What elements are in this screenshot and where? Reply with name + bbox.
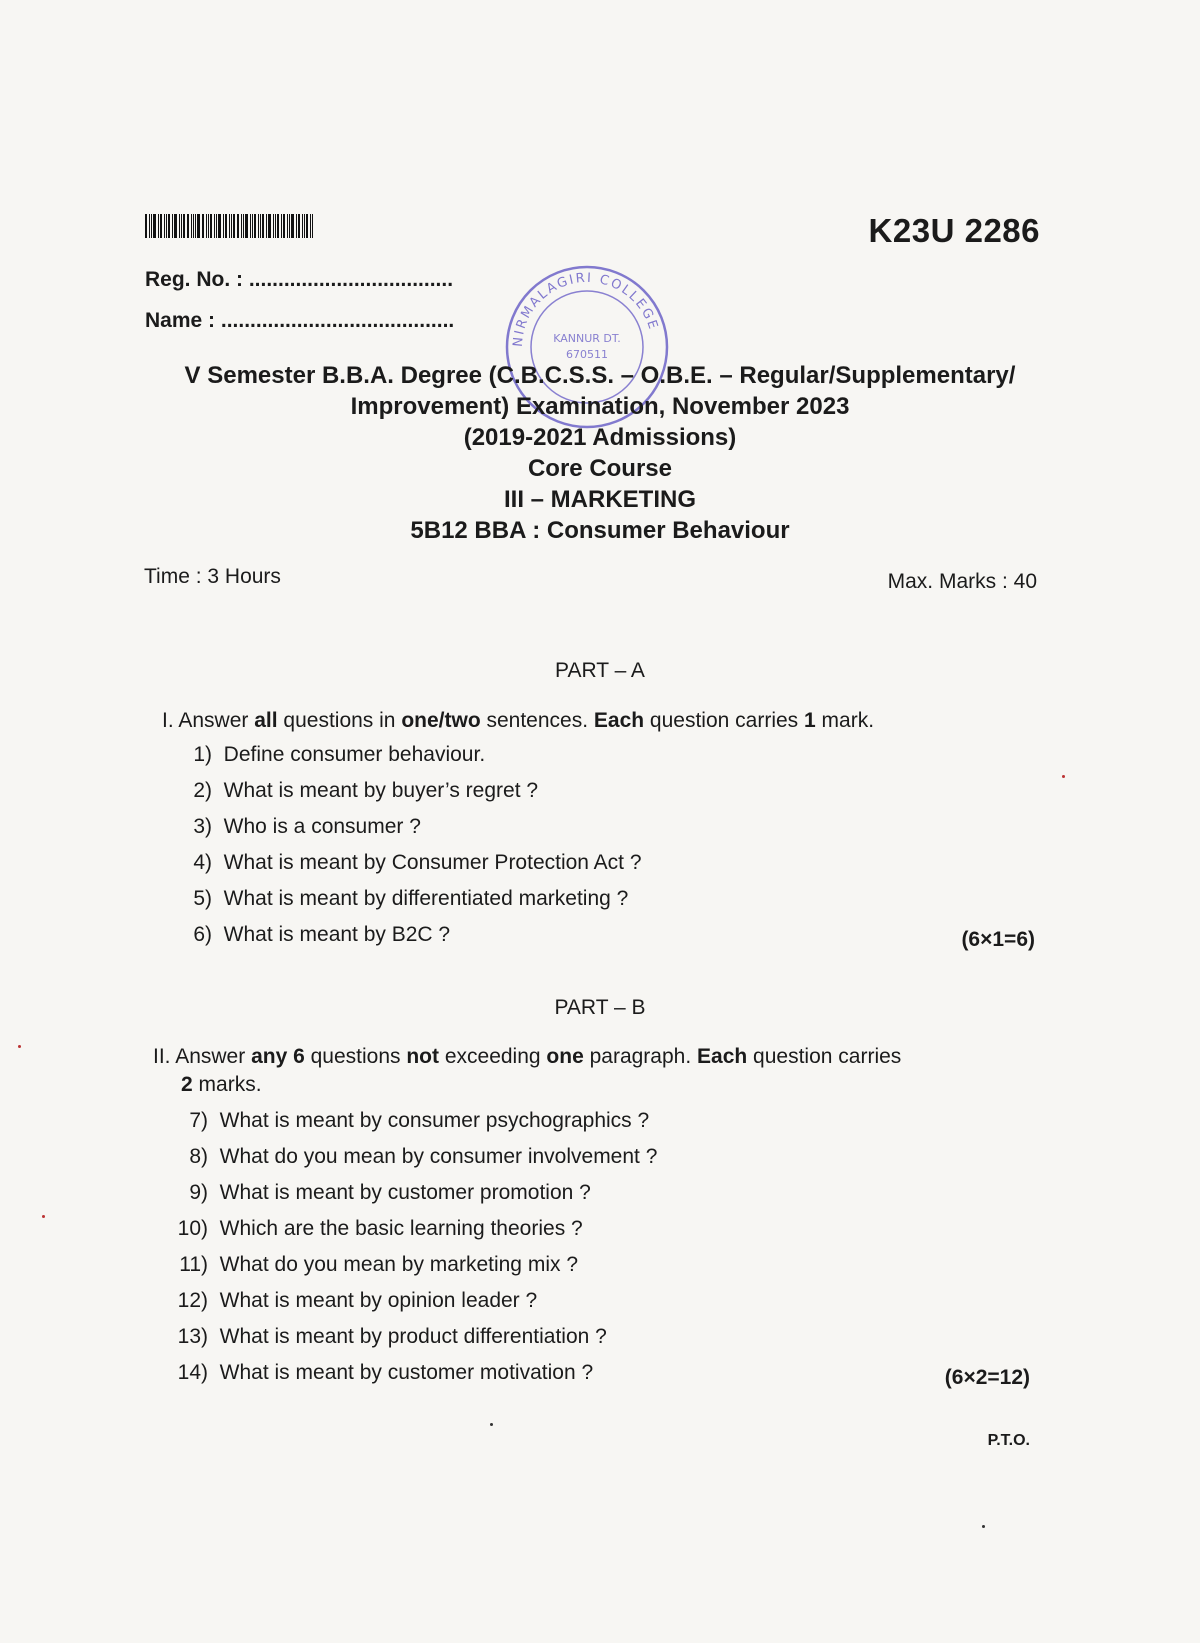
- stamp-arc-text: NIRMALAGIRI COLLEGE: [510, 270, 661, 348]
- barcode-bar: [310, 214, 311, 238]
- barcode-bar: [252, 214, 253, 238]
- title-line-3: (2019-2021 Admissions): [463, 424, 737, 451]
- barcode-bar: [158, 214, 159, 238]
- question-12: 12) What is meant by opinion leader ?: [177, 1289, 538, 1312]
- question-3: 3) Who is a consumer ?: [193, 815, 421, 838]
- barcode-bar: [260, 214, 261, 238]
- barcode-bar: [277, 214, 279, 238]
- question-13: 13) What is meant by product differentiation ?: [177, 1325, 607, 1348]
- part-b-heading: PART – B: [554, 996, 646, 1019]
- question-14: 14) What is meant by customer motivation ?: [177, 1361, 594, 1384]
- barcode-bar: [214, 214, 215, 238]
- question-4: 4) What is meant by Consumer Protection Act ?: [193, 851, 642, 874]
- barcode-bar: [145, 214, 147, 238]
- part-b-total: (6×2=12): [944, 1366, 1030, 1389]
- barcode-bar: [187, 214, 189, 238]
- barcode-bar: [233, 214, 235, 238]
- scan-speck: [1062, 775, 1065, 778]
- barcode-bar: [218, 214, 221, 238]
- barcode-bar: [149, 214, 150, 238]
- part-b-instruction: II. Answer any 6 questions not exceeding one paragraph. Each question carries 2 marks.: [153, 1045, 902, 1096]
- scan-speck: [18, 1045, 21, 1048]
- question-8: 8) What do you mean by consumer involvement ?: [189, 1145, 658, 1168]
- barcode-bar: [174, 214, 177, 238]
- barcode-bar: [229, 214, 230, 238]
- barcode-bar: [243, 214, 244, 238]
- question-6: 6) What is meant by B2C ?: [193, 923, 451, 946]
- barcode-bar: [273, 214, 274, 238]
- barcode-bar: [191, 214, 192, 238]
- reg-no-field: Reg. No. : ...................................: [145, 268, 454, 291]
- barcode-bar: [164, 214, 165, 238]
- barcode-bar: [225, 214, 227, 238]
- barcode-bar: [195, 214, 196, 238]
- barcode-bar: [275, 214, 276, 238]
- question-1: 1) Define consumer behaviour.: [193, 743, 486, 766]
- question-11: 11) What do you mean by marketing mix ?: [179, 1253, 578, 1276]
- barcode-bar: [296, 214, 297, 238]
- time-allowed: Time : 3 Hours: [144, 565, 281, 588]
- barcode-bar: [151, 214, 152, 238]
- barcode-bar: [179, 214, 180, 238]
- barcode-bar: [283, 214, 285, 238]
- barcode-bar: [291, 214, 294, 238]
- barcode-bar: [202, 214, 204, 238]
- barcode-bar: [266, 214, 267, 238]
- stamp-district: KANNUR DT.: [553, 332, 621, 345]
- barcode-bar: [298, 214, 300, 238]
- question-7: 7) What is meant by consumer psychographics ?: [189, 1109, 650, 1132]
- barcode-bar: [197, 214, 200, 238]
- scan-speck: [982, 1525, 985, 1528]
- barcode: [145, 214, 351, 238]
- barcode-bar: [208, 214, 209, 238]
- barcode-bar: [181, 214, 182, 238]
- barcode-bar: [258, 214, 259, 238]
- barcode-bar: [245, 214, 248, 238]
- barcode-bar: [304, 214, 305, 238]
- scan-speck: [42, 1215, 45, 1218]
- question-5: 5) What is meant by differentiated marketing ?: [193, 887, 629, 910]
- title-line-2: Improvement) Examination, November 2023: [350, 393, 850, 420]
- barcode-bar: [312, 214, 313, 238]
- barcode-bar: [223, 214, 224, 238]
- title-line-6: 5B12 BBA : Consumer Behaviour: [410, 517, 790, 544]
- barcode-bar: [193, 214, 194, 238]
- title-line-4: Core Course: [527, 455, 673, 482]
- part-a-heading: PART – A: [555, 659, 645, 682]
- part-a-total: (6×1=6): [961, 928, 1035, 951]
- barcode-bar: [241, 214, 242, 238]
- barcode-bar: [216, 214, 217, 238]
- name-field: Name : ........................................: [145, 309, 455, 332]
- barcode-bar: [262, 214, 264, 238]
- title-line-5: III – MARKETING: [503, 486, 696, 513]
- barcode-bar: [254, 214, 256, 238]
- barcode-bar: [289, 214, 290, 238]
- scan-speck: [490, 1423, 493, 1426]
- question-10: 10) Which are the basic learning theories ?: [177, 1217, 583, 1240]
- barcode-bar: [168, 214, 170, 238]
- barcode-bar: [160, 214, 162, 238]
- stamp-pin: 670511: [566, 348, 608, 361]
- max-marks: Max. Marks : 40: [887, 570, 1037, 593]
- barcode-bar: [231, 214, 232, 238]
- barcode-bar: [153, 214, 156, 238]
- barcode-bar: [306, 214, 308, 238]
- barcode-bar: [302, 214, 303, 238]
- barcode-bar: [206, 214, 207, 238]
- barcode-bar: [268, 214, 271, 238]
- barcode-bar: [166, 214, 167, 238]
- paper-code: K23U 2286: [868, 212, 1040, 249]
- question-9: 9) What is meant by customer promotion ?: [189, 1181, 591, 1204]
- question-2: 2) What is meant by buyer’s regret ?: [193, 779, 539, 802]
- barcode-bar: [172, 214, 173, 238]
- pto-note: P.T.O.: [987, 1432, 1030, 1449]
- barcode-bar: [210, 214, 212, 238]
- barcode-bar: [183, 214, 185, 238]
- exam-title: [0, 360, 1200, 546]
- barcode-bar: [281, 214, 282, 238]
- part-a-instruction: I. Answer all questions in one/two sentences. Each question carries 1 mark.: [162, 709, 875, 732]
- title-line-1: V Semester B.B.A. Degree (C.B.C.S.S. – O.B.E. – Regular/Supplementary/: [184, 362, 1016, 389]
- barcode-bar: [287, 214, 288, 238]
- barcode-bar: [250, 214, 251, 238]
- barcode-bar: [237, 214, 239, 238]
